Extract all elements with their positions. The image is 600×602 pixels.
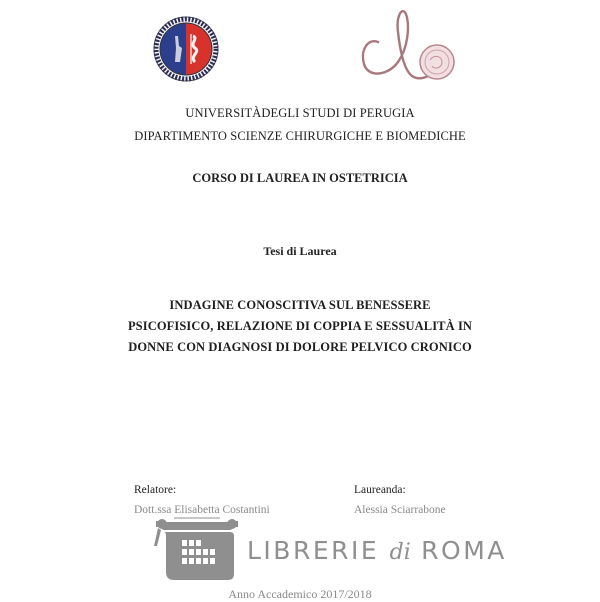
watermark-text xyxy=(247,536,507,565)
course-name: CORSO DI LAUREA IN OSTETRICIA xyxy=(192,171,408,185)
relatore-name: Dott.ssa Elisabetta Costantini xyxy=(134,504,270,516)
university-name: UNIVERSITÀDEGLI STUDI DI PERUGIA xyxy=(185,106,415,120)
cursive-monogram-logo-icon xyxy=(356,8,456,84)
watermark-text-librerie: LIBRERIE xyxy=(247,536,390,565)
thesis-title-line: INDAGINE CONOSCITIVA SUL BENESSERE xyxy=(169,298,431,312)
thesis-title-line: DONNE CON DIAGNOSI DI DOLORE PELVICO CRONICO xyxy=(128,340,472,354)
laureanda-label: Laureanda: xyxy=(354,484,406,496)
department-name: DIPARTIMENTO SCIENZE CHIRURGICHE E BIOMEDICHE xyxy=(134,129,466,143)
thesis-title xyxy=(0,295,600,358)
university-seal-icon xyxy=(153,16,219,82)
academic-year: Anno Accademico 2017/2018 xyxy=(228,587,372,601)
thesis-type: Tesi di Laurea xyxy=(263,244,337,258)
watermark-text-roma: ROMA xyxy=(410,536,507,565)
thesis-title-line: PSICOFISICO, RELAZIONE DI COPPIA E SESSUALITÀ IN xyxy=(127,319,473,333)
laureanda-name: Alessia Sciarrabone xyxy=(354,504,446,516)
watermark-text-di: di xyxy=(389,540,411,565)
relatore-label: Relatore: xyxy=(134,484,177,496)
watermark-arrow xyxy=(176,524,218,525)
typewriter-icon xyxy=(152,516,242,582)
